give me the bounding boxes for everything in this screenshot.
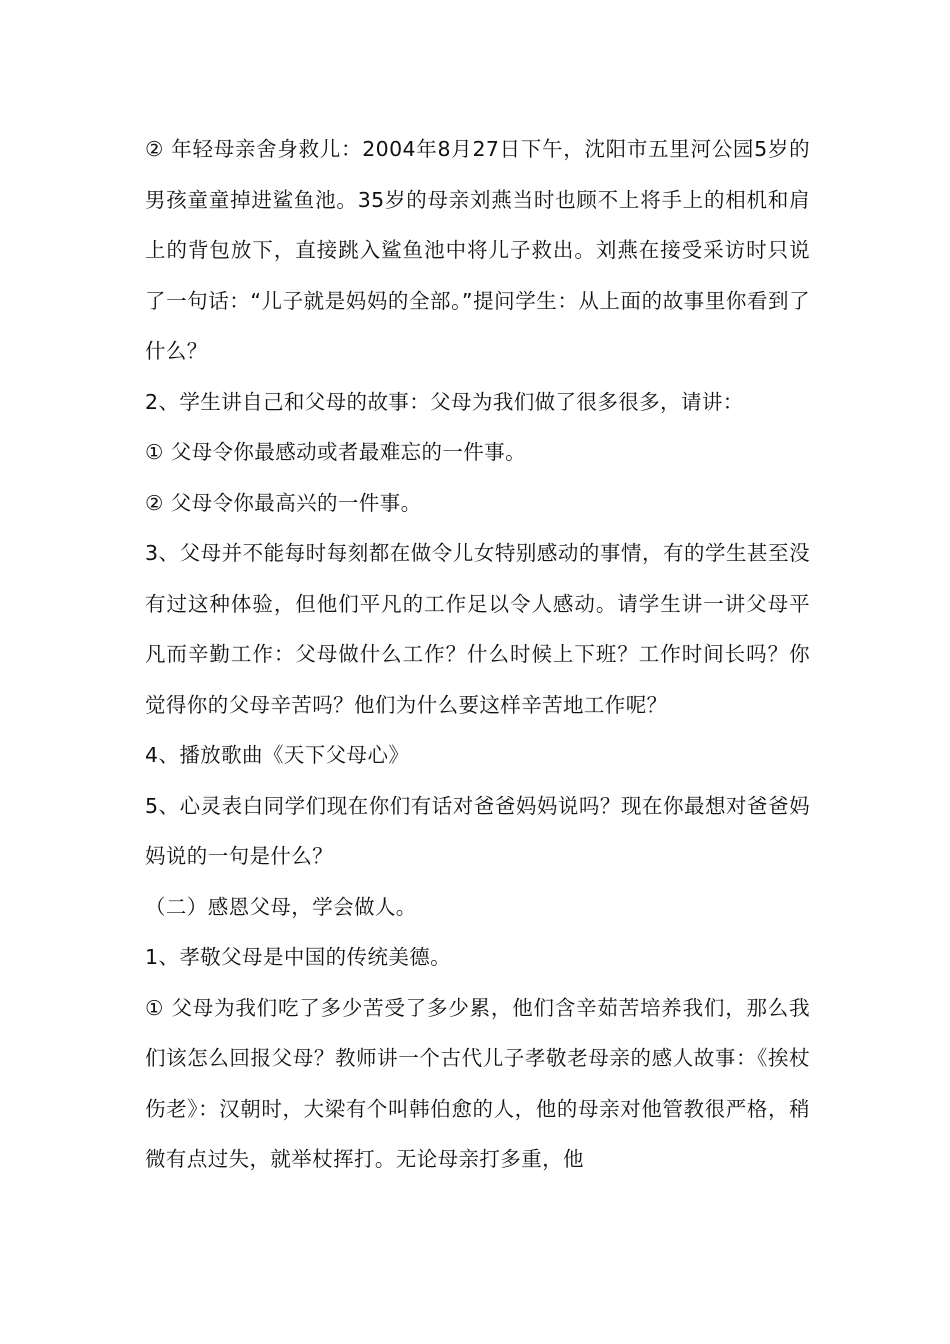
document-page	[145, 124, 810, 1185]
paragraph-item-2: 2、学生讲自己和父母的故事：父母为我们做了很多很多，请讲：	[145, 389, 744, 414]
paragraph-section-subitem-1: ① 父母为我们吃了多少苦受了多少累，他们含辛茹苦培养我们，那么我们该怎么回报父母？教师讲一个古代儿子孝敬老母亲的感人故事：《挨杖伤老》：汉朝时，大梁有个叫韩伯愈的人，他的母亲对他管教很严格，稍微有点过失，就举杖挥打。无论母亲打多重，他	[145, 995, 810, 1171]
section-heading: （二）感恩父母，学会做人。	[145, 894, 417, 919]
paragraph-subitem-1: ① 父母令你最感动或者最难忘的一件事。	[145, 440, 526, 464]
paragraph-subitem-2: ② 父母令你最高兴的一件事。	[145, 490, 422, 515]
paragraph-story-young-mother: ② 年轻母亲舍身救儿：2004年8月27日下午，沈阳市五里河公园5岁的男孩童童掉进鲨鱼池。35岁的母亲刘燕当时也顾不上将手上的相机和肩上的背包放下，直接跳入鲨鱼池中将儿子救出。刘燕在接受采访时只说了一句话：“儿子就是妈妈的全部。”提问学生：从上面的故事里你看到了什么？	[145, 137, 810, 363]
paragraph-item-4: 4、播放歌曲《天下父母心》	[145, 743, 410, 767]
paragraph-item-5: 5、心灵表白同学们现在你们有话对爸爸妈妈说吗？现在你最想对爸爸妈妈说的一句是什么？	[145, 793, 810, 868]
paragraph-section-item-1: 1、孝敬父母是中国的传统美德。	[145, 945, 452, 969]
paragraph-item-3: 3、父母并不能每时每刻都在做令儿女特别感动的事情，有的学生甚至没有过这种体验，但他们平凡的工作足以令人感动。请学生讲一讲父母平凡而辛勤工作：父母做什么工作？什么时候上下班？工作时间长吗？你觉得你的父母辛苦吗？他们为什么要这样辛苦地工作呢？	[145, 541, 810, 717]
